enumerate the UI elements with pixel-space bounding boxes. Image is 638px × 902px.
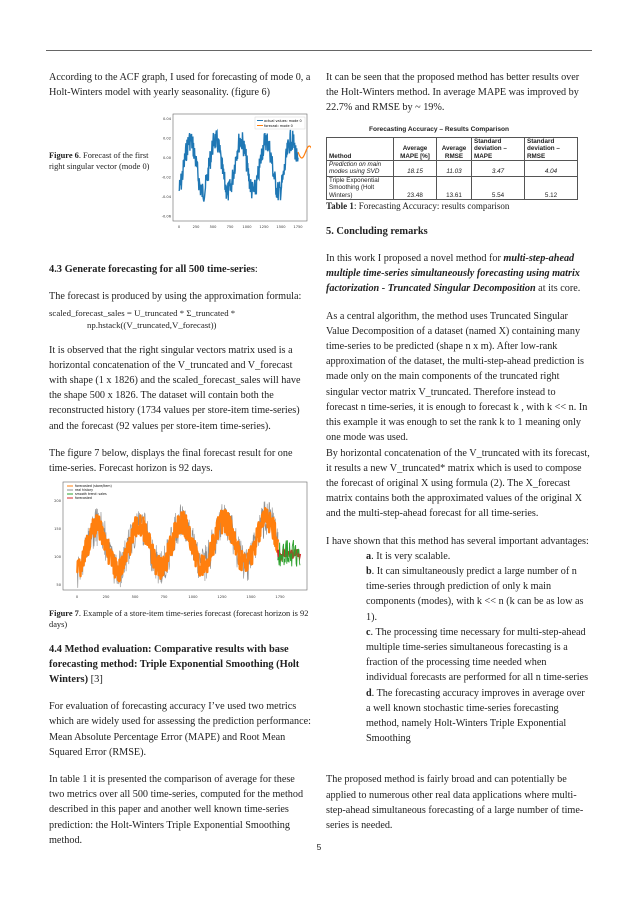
figure-6-x-tick: 1500	[276, 225, 286, 230]
figure-6-y-tick: 0.04	[162, 117, 171, 122]
left-paragraph-3: It is observed that the right singular vectors matrix used is a horizontal concatenation of the V_truncated and V_forecast with shape (1 x 1826) and the scaled_forecast_sales will have the shape 500 x 1826. The dataset will contain both the reconstructed history (1734 values per store-item time-series) and the forecast (92 values per store-item time-series).	[49, 344, 301, 432]
table-cell: 4.04	[525, 161, 578, 177]
figure-7-x-tick: 1750	[275, 595, 285, 600]
table-cell: 13.61	[437, 176, 472, 199]
table-header-mape: Average MAPE [%]	[394, 137, 437, 160]
figure-7-chart	[49, 480, 311, 602]
advantage-item-c: c. The processing time necessary for multi-step-ahead multiple time-series simultaneous forecasting is a fraction of the processing time needed when individual forecasts are performed for all n time-series	[366, 626, 589, 684]
figure-7-x-tick: 1500	[246, 595, 256, 600]
table-cell: 11.03	[437, 161, 472, 177]
left-paragraph-2: The forecast is produced by using the approximation formula:	[49, 291, 302, 303]
left-column	[49, 70, 311, 860]
figure-6-y-tick: -0.04	[161, 195, 171, 200]
header-rule	[46, 50, 592, 51]
figure-7-x-tick: 250	[102, 595, 110, 600]
figure-6-x-tick: 500	[209, 225, 217, 230]
table-cell: 3.47	[472, 161, 525, 177]
table-header-sd-rmse: Standard deviation – RMSE	[525, 137, 578, 160]
left-paragraph-1: According to the ACF graph, I used for forecasting of mode 0, a Holt-Winters model with yearly seasonality. (figure 6)	[49, 72, 311, 99]
table-cell: 23.48	[394, 176, 437, 199]
figure-6-chart	[157, 112, 311, 238]
right-paragraph-1: It can be seen that the proposed method has better results over the Holt-Winters method. In average MAPE was improved by 22.7% and RMSE by ~ 19%.	[326, 72, 580, 114]
table-cell: 5.54	[472, 176, 525, 199]
right-column	[326, 70, 590, 845]
figure-7-x-tick: 500	[131, 595, 139, 600]
advantages-list	[326, 549, 590, 747]
figure-6-y-tick: -0.02	[161, 175, 171, 180]
figure-6-legend	[255, 117, 305, 129]
figure-7-legend-0: forecasted (store/item)	[75, 484, 112, 489]
figure-7-x-tick: 1250	[217, 595, 227, 600]
figure-7-caption: Figure 7. Example of a store-item time-series forecast (forecast horizon is 92 days)	[49, 609, 309, 630]
figure-6-legend-forecast: forecast: mode 0	[264, 124, 293, 129]
table-cell: Triple Exponential Smoothing (Holt Winters)	[327, 176, 394, 199]
figure-6-caption: Figure 6. Forecast of the first right singular vector (mode 0)	[49, 151, 150, 172]
table-header-sd-mape: Standard deviation – MAPE	[472, 137, 525, 160]
figure-7-y-tick: 100	[54, 555, 61, 560]
figure-7-legend-1: real history	[75, 488, 94, 493]
table-row	[327, 176, 578, 199]
table-header-method: Method	[327, 137, 394, 160]
table-1-caption: Table 1: Forecasting Accuracy: results comparison	[326, 201, 510, 212]
right-paragraph-5: I have shown that this method has several important advantages:	[326, 535, 589, 547]
right-paragraph-3: As a central algorithm, the method uses Truncated Singular Value Decomposition of a dataset (named X) containing many time-series to be predicted (shape n x m). After low-rank approximation of the dataset, the multi-step-ahead prediction is made only on the main components of the truncated right singular vector matrix V_truncated. Therefore instead to forecast n time-series, it is enough to forecast k , with k << n. In this example it was enough to set the rank k to 1 meaning only one mode was used.	[326, 310, 588, 444]
section-4-4-heading: 4.4 Method evaluation: Comparative results with base forecasting method: Triple Exponential Smoothing (Holt Winters) [3]	[49, 644, 300, 686]
figure-6-y-tick: 0.02	[162, 136, 171, 141]
section-4-3-heading: 4.3 Generate forecasting for all 500 time-series:	[49, 264, 258, 276]
table-cell: Prediction on main modes using SVD	[327, 161, 394, 177]
figure-6-legend-actual: actual values: mode 0	[264, 119, 302, 124]
table-row	[327, 161, 578, 177]
section-5-heading: 5. Concluding remarks	[326, 226, 428, 238]
page-number: 5	[316, 842, 322, 852]
figure-7-legend-3: forecasted	[75, 496, 92, 501]
figure-7	[49, 480, 311, 630]
right-paragraph-4: By horizontal concatenation of the V_truncated with its forecast, it results a new V_truncated* matrix which is used to compose the forecast of original X using formula (2). The X_forecast matrix contains both the approximated values of the original X and the multi-step-ahead forecast for all time-series.	[326, 447, 590, 520]
advantage-item-b: b. It can simultaneously predict a large number of n time-series through prediction of only k main components (modes), with k << n (k can be as low as 1).	[366, 565, 584, 623]
figure-7-legend-2: smooth trend: sales	[75, 492, 107, 497]
results-table	[326, 137, 578, 200]
figure-6-x-tick: 0	[177, 225, 181, 230]
left-paragraph-5: For evaluation of forecasting accuracy I’ve used two metrics which are widely used for assessing the prediction performance: Mean Absolute Percentage Error (MAPE) and Root Mean Squared Error (RMSE).	[49, 701, 311, 758]
figure-6	[49, 112, 311, 238]
advantage-item-a: a. It is very scalable.	[366, 550, 451, 562]
formula-1: scaled_forecast_sales = U_truncated * Σ_truncated * np.hstack((V_truncated,V_forecast))	[49, 307, 236, 330]
table-header-row	[327, 137, 578, 160]
figure-6-y-tick: -0.06	[161, 214, 171, 219]
figure-7-y-tick: 50	[56, 583, 61, 588]
figure-7-y-tick: 200	[54, 499, 61, 504]
figure-6-x-tick: 1000	[242, 225, 252, 230]
figure-7-x-tick: 1000	[188, 595, 198, 600]
right-paragraph-2: In this work I proposed a novel method for multi-step-ahead multiple time-series simultaneously forecasting using matrix factorization - Truncated Singular Decomposition at its core.	[326, 253, 581, 295]
table-cell: 18.15	[394, 161, 437, 177]
table-header-rmse: Average RMSE	[437, 137, 472, 160]
figure-6-y-ticks	[162, 117, 172, 219]
figure-6-x-tick: 1250	[259, 225, 269, 230]
advantage-item-d: d. The forecasting accuracy improves in average over a well known stochastic time-series forecasting method, namely Holt-Winters Triple Exponential Smoothing	[366, 687, 585, 745]
left-paragraph-6: In table 1 it is presented the comparison of average for these two metrics over all 500 time-series, computed for the method described in this paper and another well known time-series prediction: the Holt-Winters Triple Exponential Smoothing method.	[49, 774, 304, 846]
figure-7-x-ticks	[76, 595, 285, 599]
figure-6-x-ticks	[178, 225, 303, 229]
figure-7-y-ticks	[54, 499, 62, 587]
figure-6-x-tick: 750	[226, 225, 234, 230]
left-paragraph-4: The figure 7 below, displays the final forecast result for one time-series. Forecast horizon is 92 days.	[49, 447, 293, 475]
figure-6-plot-frame	[173, 114, 307, 221]
figure-6-y-tick: 0.00	[162, 156, 171, 161]
figure-7-x-tick: 750	[160, 595, 168, 600]
figure-6-x-tick: 250	[192, 225, 200, 230]
figure-7-x-tick: 0	[75, 595, 79, 600]
table-cell: 5.12	[525, 176, 578, 199]
figure-7-y-tick: 150	[54, 527, 61, 532]
figure-6-x-tick: 1750	[293, 225, 303, 230]
table-1-title: Forecasting Accuracy – Results Comparison	[368, 125, 510, 133]
right-paragraph-6: The proposed method is fairly broad and can potentially be applied to numerous other real data applications where multi-step-ahead simultaneous forecasting of a large number of time-series is needed.	[326, 774, 584, 831]
